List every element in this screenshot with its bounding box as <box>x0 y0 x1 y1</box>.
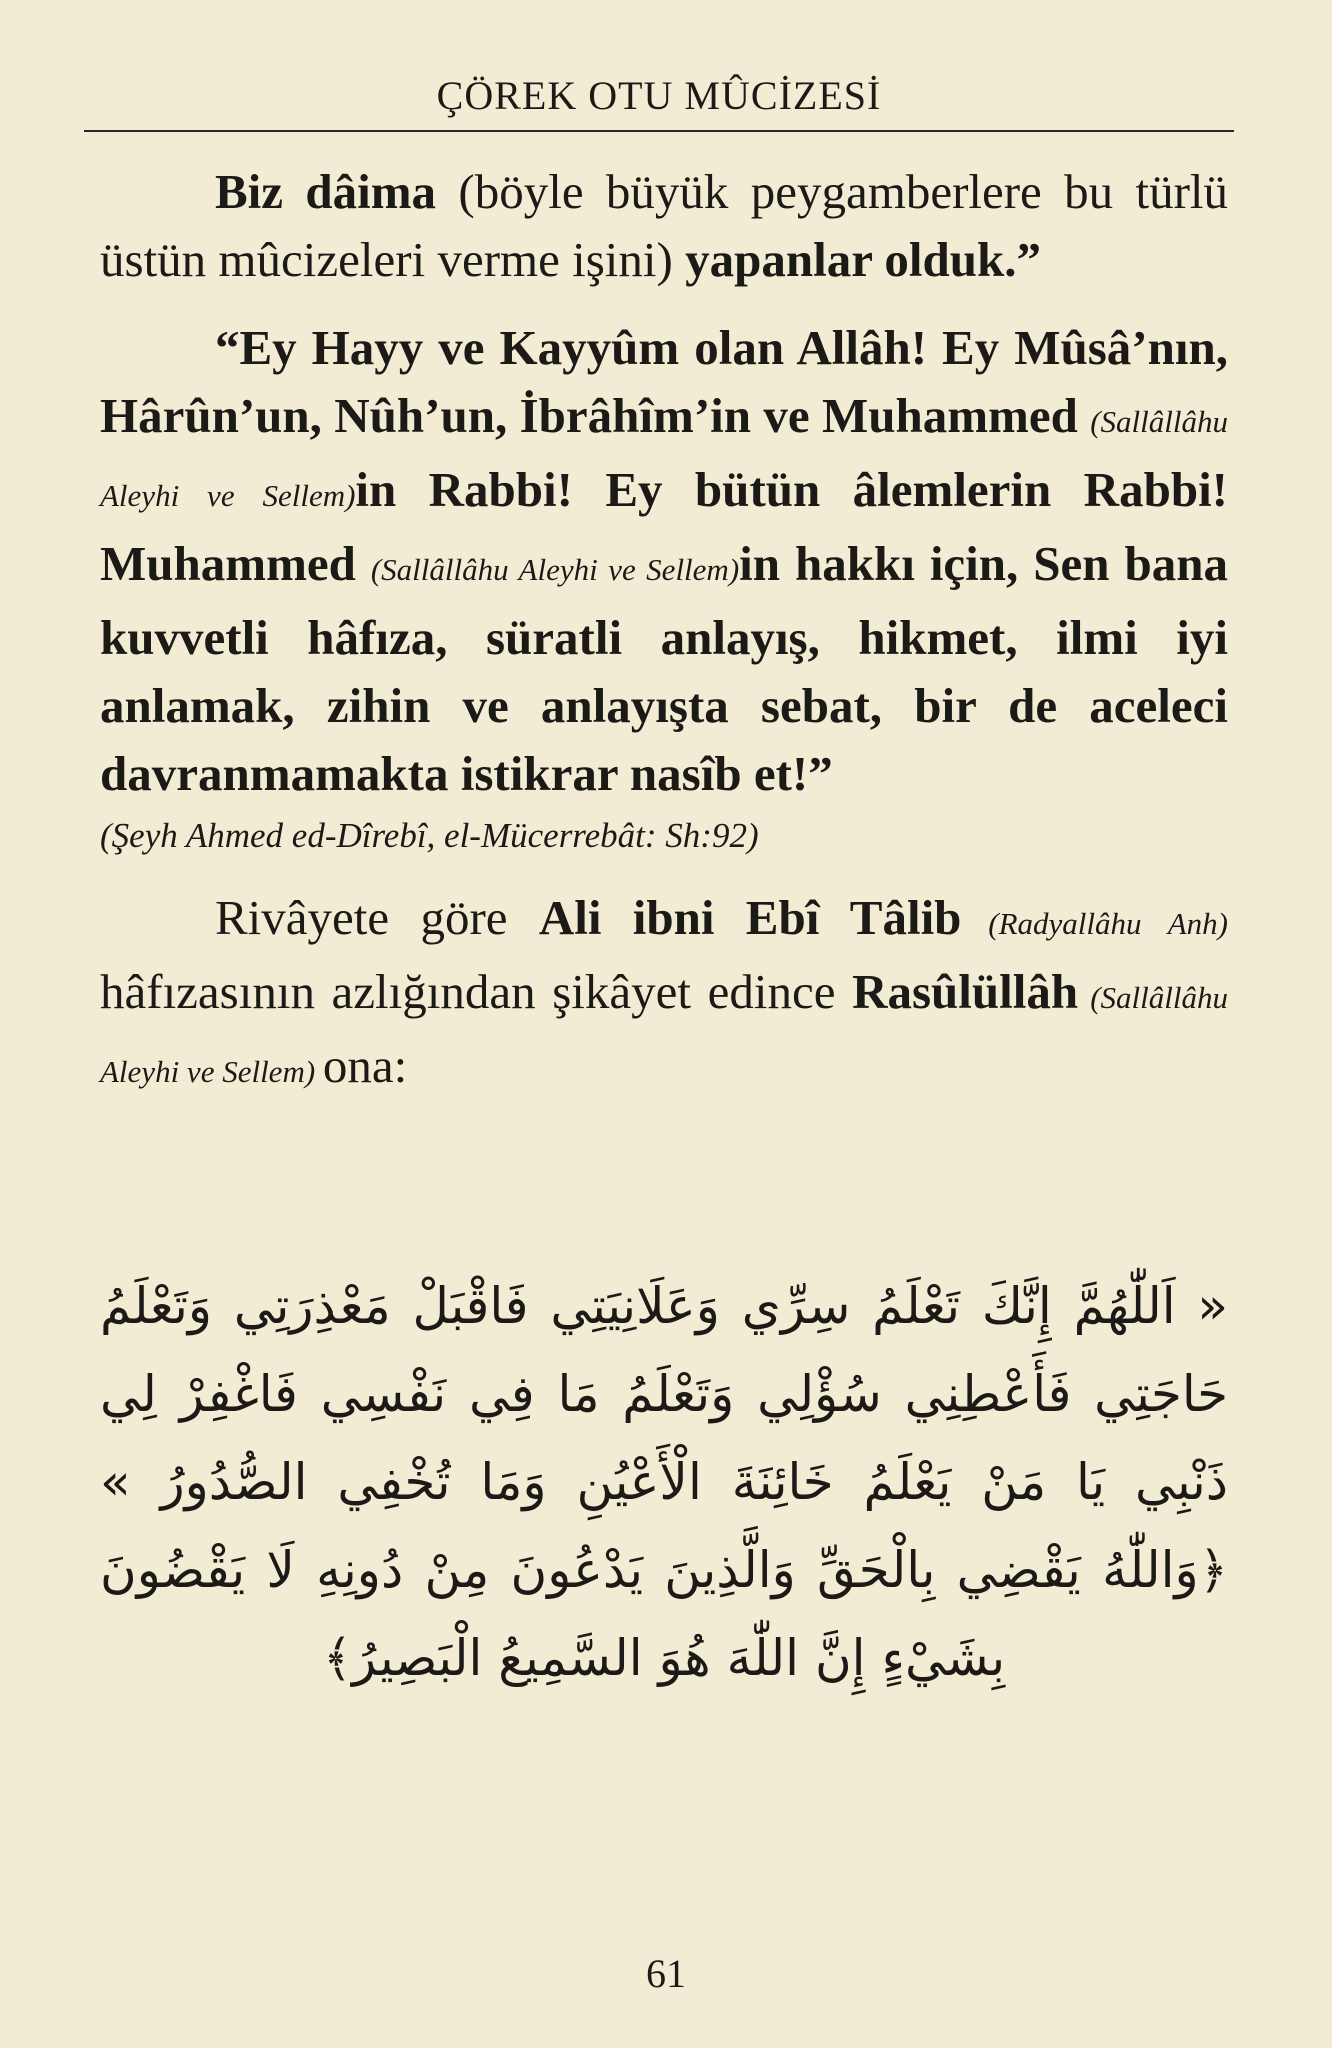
header-rule <box>84 130 1234 132</box>
prayer-text: “Ey Hayy ve Kayyûm olan Allâh! Ey Mûsâ’nın, Hârûn’un, Nûh’un, İbrâhîm’in ve Muhammed <box>100 320 1228 443</box>
salutation-text: (Sallâllâhu Aleyhi ve Sellem) <box>100 404 1228 513</box>
arabic-line: ذَنْبِي يَا مَنْ يَعْلَمُ خَائِنَةَ الْأَعْيُنِ وَمَا تُخْفِي الصُّدُورُ » <box>100 1453 1228 1511</box>
salutation-text: (Sallâllâhu Aleyhi ve Sellem) <box>370 552 740 587</box>
prayer-text: in hakkı için, Sen bana kuvvetli hâfıza, süratli anlayış, hikmet, ilmi iyi anlamak, zihin ve anlayışta sebat, bir de aceleci davranmamakta istikrar nasîb et!” <box>100 536 1228 801</box>
paragraph-narration <box>100 884 1228 1106</box>
paragraph-quote-end <box>100 158 1228 294</box>
arabic-verse-line: بِشَيْءٍ إِنَّ اللّٰهَ هُوَ السَّمِيعُ الْبَصِيرُ﴾ <box>322 1629 1006 1687</box>
plain-text: hâfızasının azlığından şikâyet edince <box>100 964 853 1019</box>
plain-text: Rivâyete göre <box>215 890 539 945</box>
bold-text: Biz dâima <box>215 164 437 219</box>
arabic-line: حَاجَتِي فَأَعْطِنِي سُؤْلِي وَتَعْلَمُ مَا فِي نَفْسِي فَاغْفِرْ لِي <box>100 1365 1228 1423</box>
paragraph-prayer <box>100 314 1228 808</box>
plain-text: (böyle büyük peygamberlere bu türlü üstün mûcizeleri verme işini) <box>100 164 1228 287</box>
running-header: ÇÖREK OTU MÛCİZESİ <box>436 73 882 118</box>
arabic-prayer-block <box>100 1262 1228 1702</box>
page-body <box>100 158 1228 1106</box>
bold-text: yapanlar olduk.” <box>685 232 1041 287</box>
prayer-text: in Rabbi! Ey bütün âlemlerin Rabbi! Muhammed <box>100 462 1228 591</box>
plain-text: ona: <box>322 1038 408 1093</box>
arabic-verse-line: ﴿وَاللّٰهُ يَقْضِي بِالْحَقِّ وَالَّذِينَ يَدْعُونَ مِنْ دُونِهِ لَا يَقْضُونَ <box>100 1541 1228 1599</box>
source-citation: (Şeyh Ahmed ed-Dîrebî, el-Mücerrebât: Sh:92) <box>100 816 759 855</box>
bold-name: Rasûlüllâh <box>852 964 1079 1019</box>
page-number: 61 <box>646 1951 686 1996</box>
salutation-text: (Sallâllâhu Aleyhi ve Sellem) <box>100 980 1229 1089</box>
arabic-line: « اَللّٰهُمَّ إِنَّكَ تَعْلَمُ سِرِّي وَعَلَانِيَتِي فَاقْبَلْ مَعْذِرَتِي وَتَعْلَمُ <box>100 1277 1228 1335</box>
bold-name: Ali ibni Ebî Tâlib <box>538 890 962 945</box>
salutation-text: (Radyallâhu Anh) <box>961 906 1228 941</box>
